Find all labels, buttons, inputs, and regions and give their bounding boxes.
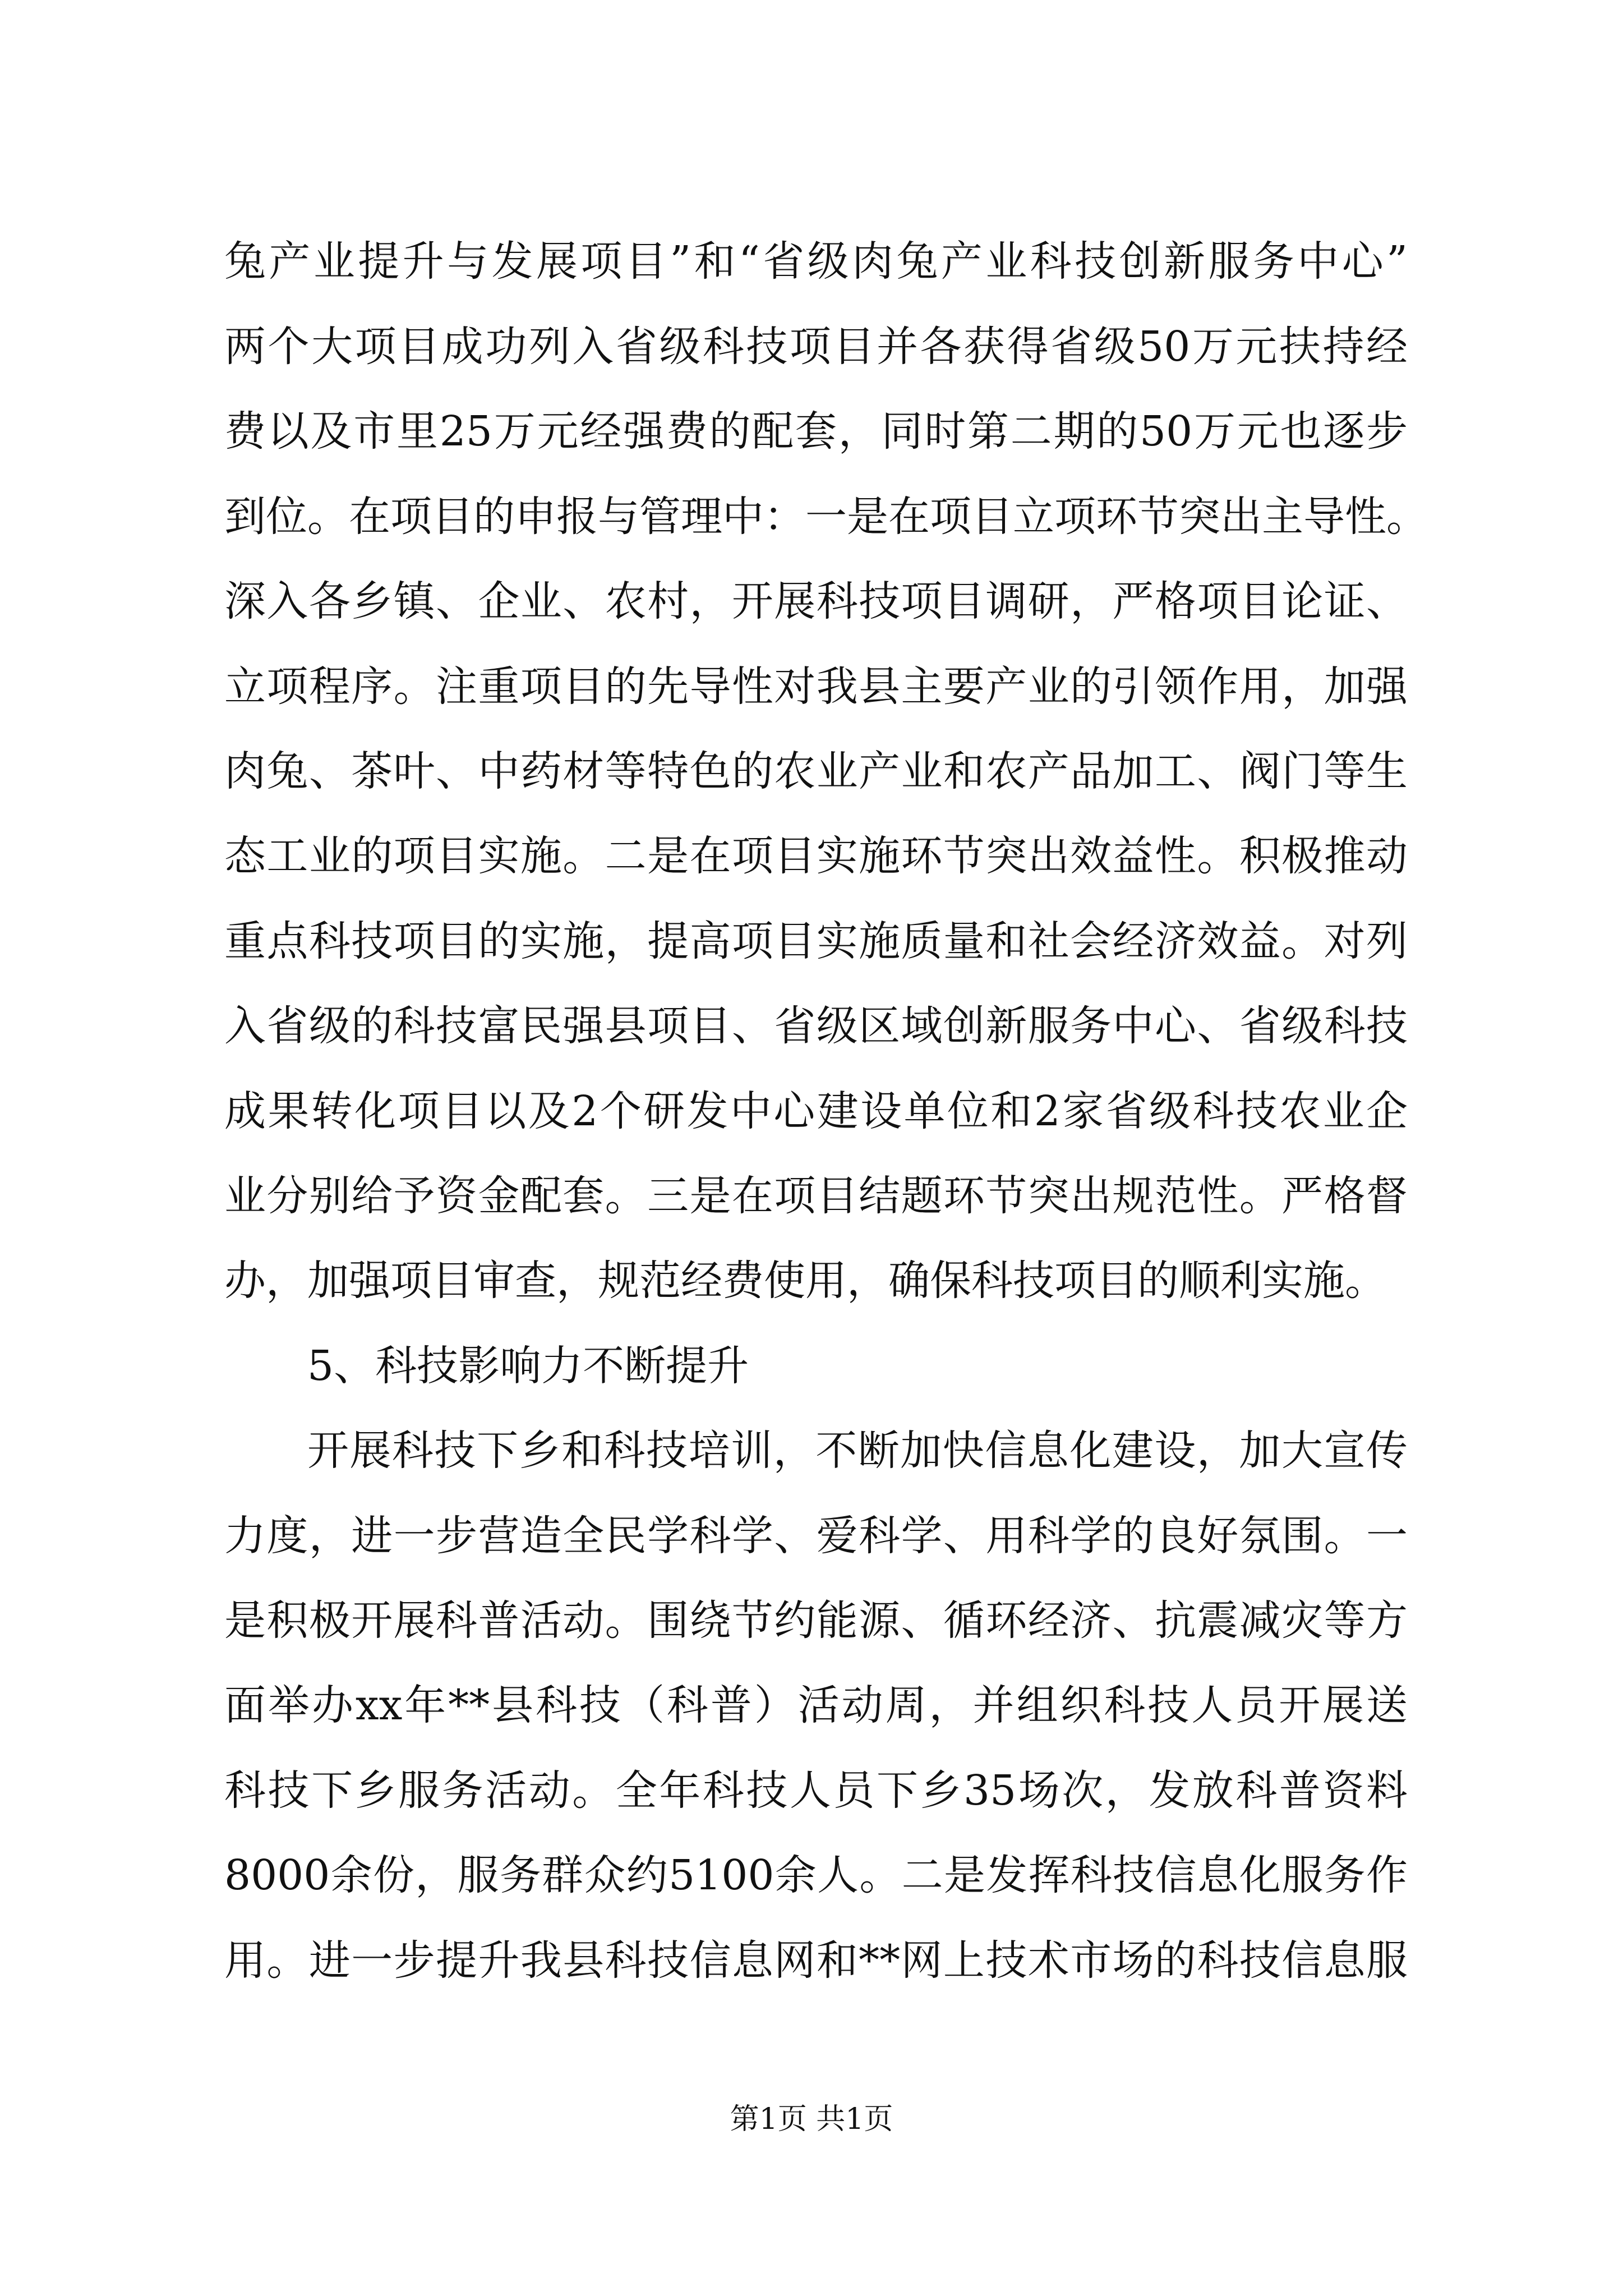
page-footer: 第1页 共1页 xyxy=(730,2102,893,2136)
body-line: 是积极开展科普活动。围绕节约能源、循环经济、抗震减灾等方 xyxy=(224,1596,1408,1645)
body-line: 费以及市里25万元经强费的配套，同时第二期的50万元也逐步 xyxy=(224,407,1408,455)
body-line: 兔产业提升与发展项目”和“省级肉兔产业科技创新服务中心” xyxy=(224,237,1408,286)
body-line: 态工业的项目实施。二是在项目实施环节突出效益性。积极推动 xyxy=(224,832,1408,880)
body-line: 开展科技下乡和科技培训，不断加快信息化建设，加大宣传 xyxy=(307,1427,1408,1475)
body-line: 用。进一步提升我县科技信息网和**网上技术市场的科技信息服 xyxy=(224,1936,1408,1985)
body-line: 到位。在项目的申报与管理中：一是在项目立项环节突出主导性。 xyxy=(224,493,1428,541)
body-line: 力度，进一步营造全民学科学、爱科学、用科学的良好氛围。一 xyxy=(224,1512,1408,1560)
body-line: 办，加强项目审查，规范经费使用，确保科技项目的顺利实施。 xyxy=(224,1257,1386,1305)
body-line: 立项程序。注重项目的先导性对我县主要产业的引领作用，加强 xyxy=(224,662,1408,711)
body-line: 面举办xx年**县科技（科普）活动周，并组织科技人员开展送 xyxy=(224,1681,1408,1729)
body-line: 业分别给予资金配套。三是在项目结题环节突出规范性。严格督 xyxy=(224,1172,1408,1220)
body-line: 科技下乡服务活动。全年科技人员下乡35场次，发放科普资料 xyxy=(224,1766,1408,1815)
body-line: 肉兔、茶叶、中药材等特色的农业产业和农产品加工、阀门等生 xyxy=(224,747,1408,795)
body-line: 两个大项目成功列入省级科技项目并各获得省级50万元扶持经 xyxy=(224,323,1408,371)
body-line: 入省级的科技富民强县项目、省级区域创新服务中心、省级科技 xyxy=(224,1002,1408,1050)
section-heading: 5、科技影响力不断提升 xyxy=(307,1342,749,1390)
body-line: 重点科技项目的实施，提高项目实施质量和社会经济效益。对列 xyxy=(224,917,1408,965)
body-line: 成果转化项目以及2个研发中心建设单位和2家省级科技农业企 xyxy=(224,1087,1408,1135)
body-line: 8000余份，服务群众约5100余人。二是发挥科技信息化服务作 xyxy=(224,1851,1408,1899)
body-line: 深入各乡镇、企业、农村，开展科技项目调研，严格项目论证、 xyxy=(224,577,1408,625)
